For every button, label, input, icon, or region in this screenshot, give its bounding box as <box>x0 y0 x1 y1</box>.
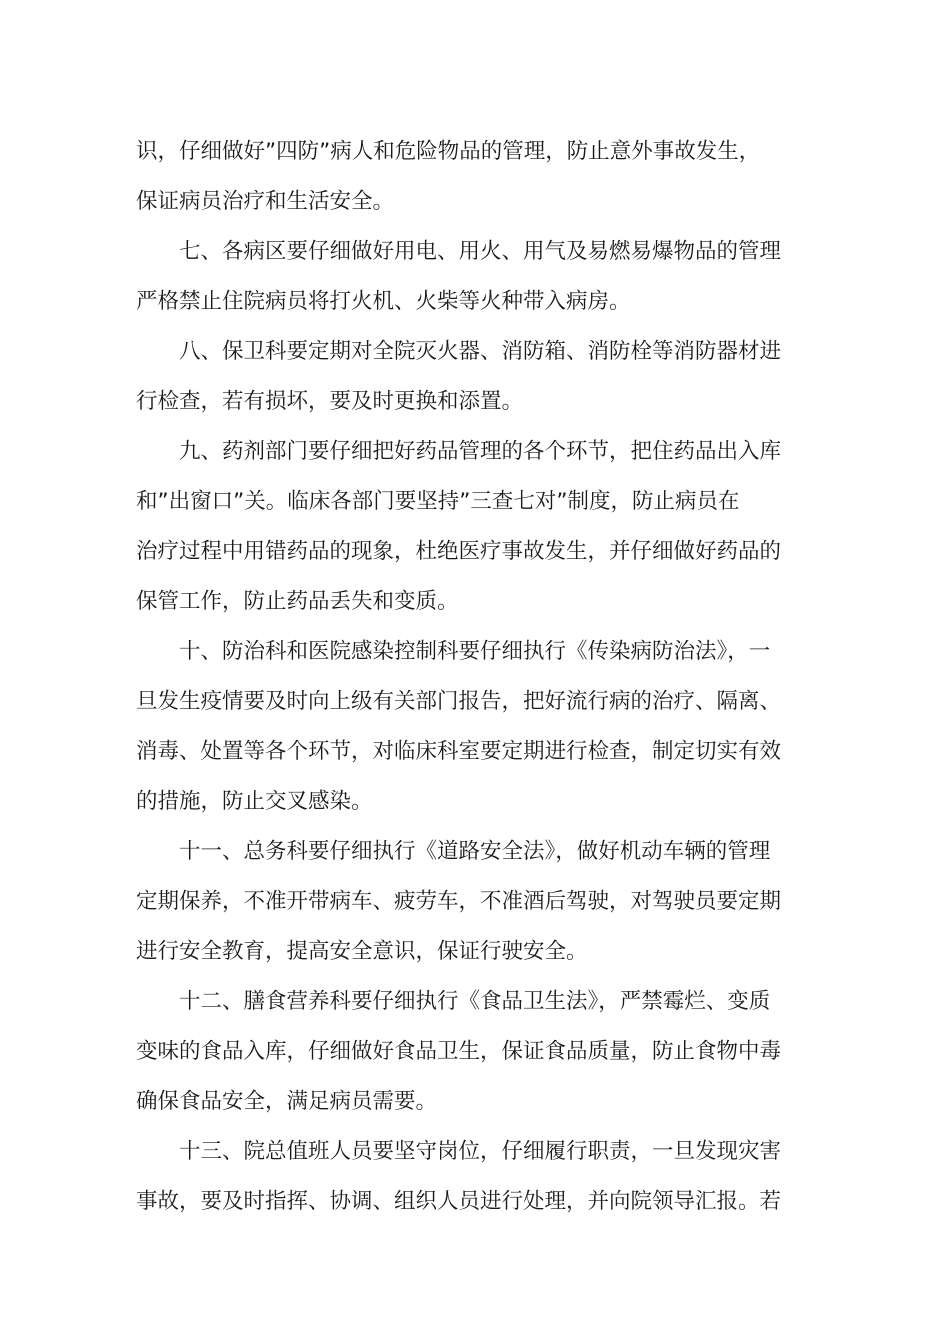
text-line: 变味的食品入库，仔细做好食品卫生，保证食品质量，防止食物中毒 <box>136 1039 782 1064</box>
text-line: 七、各病区要仔细做好用电、用火、用气及易燃易爆物品的管理 <box>179 239 782 264</box>
paragraph-item-10 <box>136 627 816 827</box>
text-line: 消毒、处置等各个环节，对临床科室要定期进行检查，制定切实有效 <box>136 739 782 764</box>
text-line: 的措施，防止交叉感染。 <box>136 789 373 814</box>
text-line: 旦发生疫情要及时向上级有关部门报告，把好流行病的治疗、隔离、 <box>136 689 782 714</box>
paragraph-item-11 <box>136 827 816 977</box>
text-line: 保证病员治疗和生活安全。 <box>136 189 395 214</box>
text-line: 十一、总务科要仔细执行《道路安全法》，做好机动车辆的管理 <box>179 839 771 864</box>
text-line: 十、防治科和医院感染控制科要仔细执行《传染病防治法》，一 <box>179 639 771 664</box>
text-line: 治疗过程中用错药品的现象，杜绝医疗事故发生，并仔细做好药品的 <box>136 539 782 564</box>
paragraph-item-8 <box>136 327 816 427</box>
text-line: 九、药剂部门要仔细把好药品管理的各个环节，把住药品出入库 <box>179 439 782 464</box>
paragraph-item-9 <box>136 427 816 627</box>
paragraph-item-12 <box>136 977 816 1127</box>
text-line: 和”出窗口”关。临床各部门要坚持”三查七对”制度，防止病员在 <box>136 489 740 514</box>
text-line: 行检查，若有损坏，要及时更换和添置。 <box>136 389 524 414</box>
paragraph-item-7 <box>136 227 816 327</box>
text-line: 事故，要及时指挥、协调、组织人员进行处理，并向院领导汇报。若 <box>136 1189 782 1214</box>
text-line: 识，仔细做好”四防”病人和危险物品的管理，防止意外事故发生， <box>136 139 761 164</box>
text-line: 严格禁止住院病员将打火机、火柴等火种带入病房。 <box>136 289 631 314</box>
text-line: 保管工作，防止药品丢失和变质。 <box>136 589 459 614</box>
text-line: 八、保卫科要定期对全院灭火器、消防箱、消防栓等消防器材进 <box>179 339 782 364</box>
text-line: 十三、院总值班人员要坚守岗位，仔细履行职责，一旦发现灾害 <box>179 1139 782 1164</box>
document-body <box>136 127 816 1227</box>
paragraph-item-6-continued <box>136 127 816 227</box>
paragraph-item-13 <box>136 1127 816 1227</box>
text-line: 进行安全教育，提高安全意识，保证行驶安全。 <box>136 939 588 964</box>
text-line: 十二、膳食营养科要仔细执行《食品卫生法》，严禁霉烂、变质 <box>179 989 771 1014</box>
text-line: 定期保养，不准开带病车、疲劳车，不准酒后驾驶，对驾驶员要定期 <box>136 889 782 914</box>
text-line: 确保食品安全，满足病员需要。 <box>136 1089 438 1114</box>
